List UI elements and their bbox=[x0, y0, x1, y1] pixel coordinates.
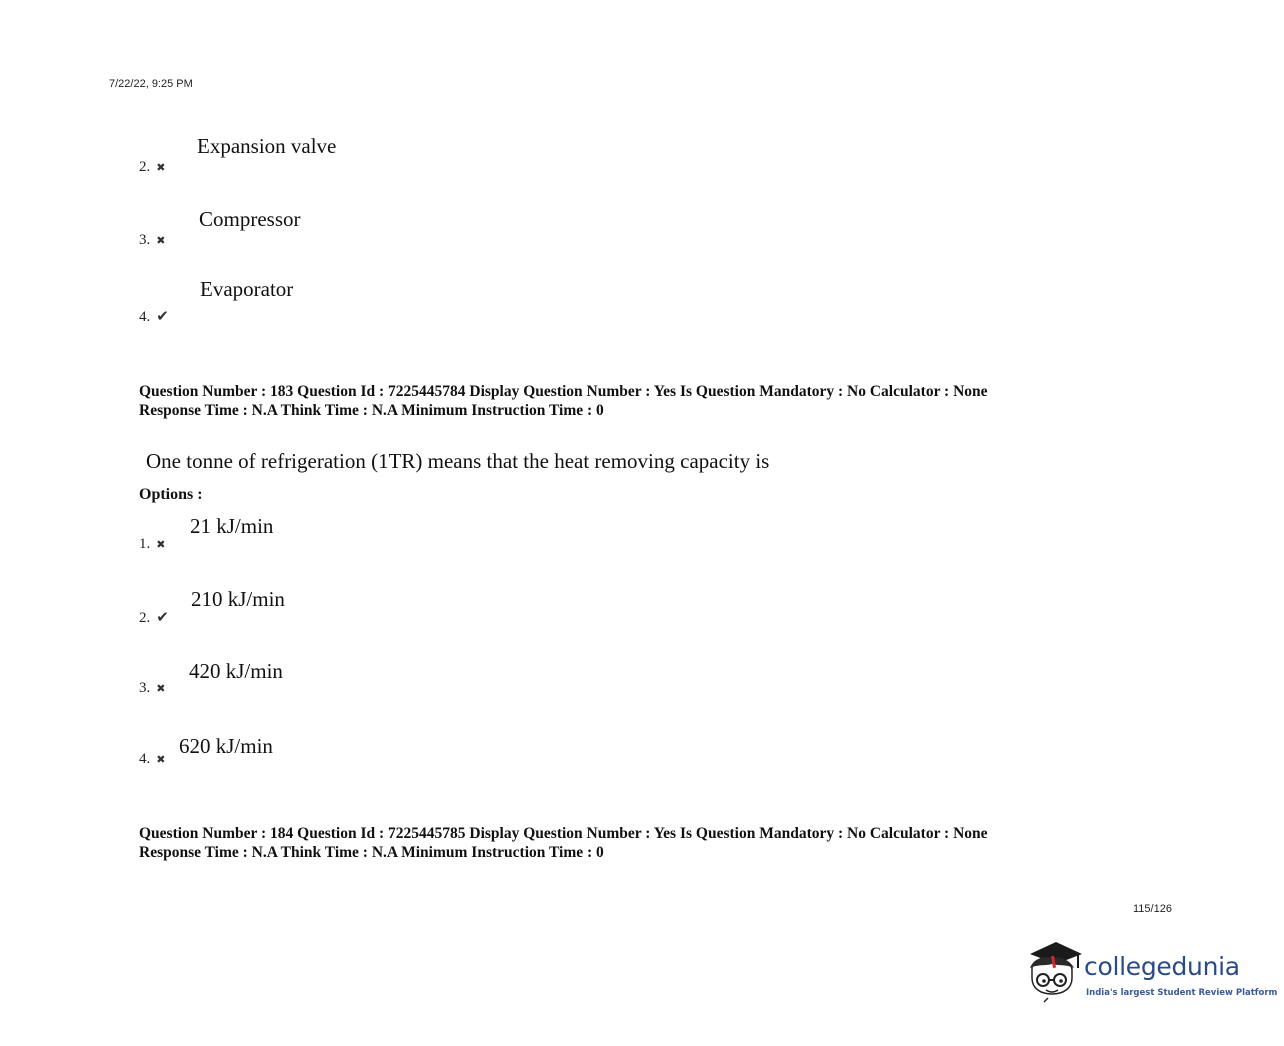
wrong-mark-icon: ✖ bbox=[156, 161, 166, 174]
option-row bbox=[139, 608, 169, 627]
question-meta-line2: Response Time : N.A Think Time : N.A Minimum Instruction Time : 0 bbox=[139, 402, 604, 419]
wrong-mark-icon: ✖ bbox=[156, 682, 166, 695]
question-meta-line2: Response Time : N.A Think Time : N.A Minimum Instruction Time : 0 bbox=[139, 844, 604, 861]
option-number: 4. bbox=[139, 309, 151, 325]
option-row bbox=[139, 158, 165, 176]
question-text: One tonne of refrigeration (1TR) means that the heat removing capacity is bbox=[146, 449, 770, 473]
logo-wordmark: collegedunia bbox=[1084, 952, 1240, 981]
option-row bbox=[139, 307, 169, 326]
option-number: 4. bbox=[139, 751, 151, 767]
check-mark-icon: ✔ bbox=[156, 307, 169, 325]
option-text: Evaporator bbox=[200, 277, 294, 301]
mascot-icon bbox=[1022, 938, 1086, 1008]
collegedunia-logo bbox=[1022, 938, 1278, 1010]
option-row bbox=[139, 535, 165, 553]
logo-tagline: India's largest Student Review Platform bbox=[1086, 988, 1278, 998]
option-number: 3. bbox=[139, 232, 151, 248]
option-row bbox=[139, 679, 165, 697]
wrong-mark-icon: ✖ bbox=[156, 753, 166, 766]
wrong-mark-icon: ✖ bbox=[156, 538, 166, 551]
question-meta bbox=[139, 824, 988, 862]
print-timestamp: 7/22/22, 9:25 PM bbox=[109, 78, 193, 90]
wrong-mark-icon: ✖ bbox=[156, 234, 166, 247]
option-number: 2. bbox=[139, 159, 151, 175]
option-text: Compressor bbox=[199, 207, 301, 231]
question-meta bbox=[139, 382, 988, 420]
option-text: 420 kJ/min bbox=[189, 659, 283, 683]
question-meta-line1: Question Number : 183 Question Id : 7225445784 Display Question Number : Yes Is Question Mandatory : No Calculator : None bbox=[139, 383, 988, 400]
option-row bbox=[139, 750, 165, 768]
option-text: 620 kJ/min bbox=[179, 734, 273, 758]
check-mark-icon: ✔ bbox=[156, 608, 169, 626]
question-meta-line1: Question Number : 184 Question Id : 7225445785 Display Question Number : Yes Is Question Mandatory : No Calculator : None bbox=[139, 825, 988, 842]
options-label: Options : bbox=[139, 486, 203, 503]
page-number: 115/126 bbox=[1133, 903, 1172, 915]
option-text: 21 kJ/min bbox=[190, 514, 274, 538]
option-row bbox=[139, 231, 165, 249]
option-number: 3. bbox=[139, 680, 151, 696]
option-number: 2. bbox=[139, 610, 151, 626]
option-number: 1. bbox=[139, 536, 151, 552]
option-text: Expansion valve bbox=[197, 134, 337, 158]
option-text: 210 kJ/min bbox=[191, 587, 285, 611]
